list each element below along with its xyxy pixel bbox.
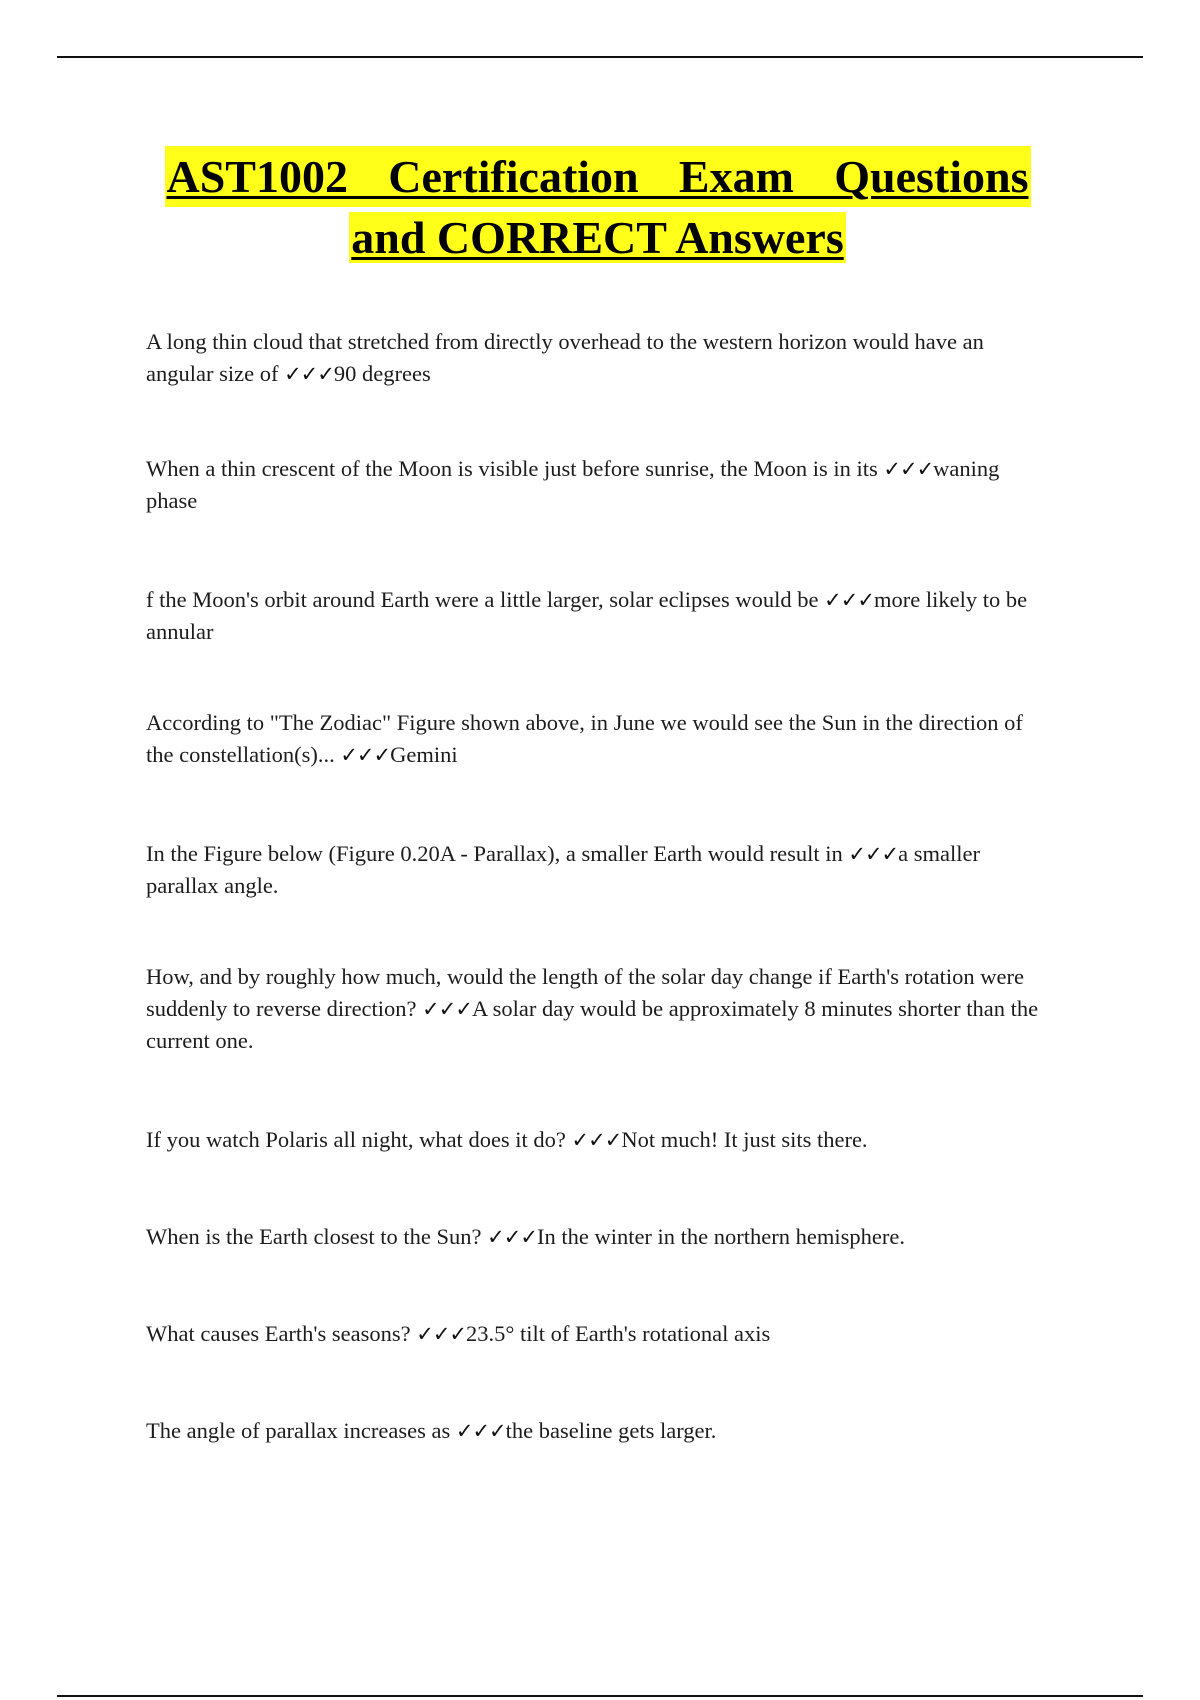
answer-text: Gemini (390, 742, 458, 767)
question-text: f the Moon's orbit around Earth were a little larger, solar eclipses would be (146, 587, 825, 612)
qa-item (146, 584, 1052, 648)
answer-text: waning phase (146, 456, 1000, 513)
qa-item (146, 1318, 1052, 1350)
checkmark-icon: ✓✓✓ (340, 743, 391, 767)
checkmark-icon: ✓✓✓ (416, 1322, 467, 1346)
document-title (140, 146, 1055, 268)
title-line-2: and CORRECT Answers (351, 212, 844, 263)
answer-text: 90 degrees (333, 361, 431, 386)
question-text: If you watch Polaris all night, what does it do? (146, 1127, 572, 1152)
answer-text: a smaller parallax angle. (146, 841, 980, 898)
checkmark-icon: ✓✓✓ (487, 1225, 537, 1249)
question-text: When a thin crescent of the Moon is visible just before sunrise, the Moon is in its (146, 456, 884, 481)
answer-text: 23.5° tilt of Earth's rotational axis (466, 1321, 771, 1346)
qa-item (146, 707, 1052, 771)
top-rule (57, 56, 1143, 58)
title-line-1: AST1002 Certification Exam Questions (165, 146, 1031, 207)
bottom-rule (57, 1695, 1143, 1697)
qa-item (146, 1415, 1052, 1447)
question-text: The angle of parallax increases as (146, 1418, 456, 1443)
question-text: How, and by roughly how much, would the length of the solar day change if Earth's rotation were suddenly to reverse direction? (146, 964, 1024, 1021)
qa-item (146, 453, 1052, 517)
question-text: According to "The Zodiac" Figure shown above, in June we would see the Sun in the direction of the constellation(s)... (146, 710, 1023, 767)
answer-text: A solar day would be approximately 8 minutes shorter than the current one. (146, 996, 1039, 1053)
checkmark-icon: ✓✓✓ (422, 997, 472, 1021)
answer-text: Not much! It just sits there. (621, 1127, 868, 1152)
checkmark-icon: ✓✓✓ (883, 457, 934, 481)
question-text: When is the Earth closest to the Sun? (146, 1224, 488, 1249)
question-text: A long thin cloud that stretched from directly overhead to the western horizon would have an angular size of (146, 329, 984, 386)
question-text: In the Figure below (Figure 0.20A - Parallax), a smaller Earth would result in (146, 841, 849, 866)
checkmark-icon: ✓✓✓ (848, 842, 899, 866)
checkmark-icon: ✓✓✓ (824, 588, 874, 612)
checkmark-icon: ✓✓✓ (455, 1419, 506, 1443)
answer-text: In the winter in the northern hemisphere. (536, 1224, 905, 1249)
question-text: What causes Earth's seasons? (146, 1321, 417, 1346)
answer-text: the baseline gets larger. (505, 1418, 717, 1443)
checkmark-icon: ✓✓✓ (284, 362, 334, 386)
qa-item (146, 1124, 1052, 1156)
qa-item (146, 1221, 1052, 1253)
checkmark-icon: ✓✓✓ (571, 1128, 622, 1152)
qa-item (146, 961, 1052, 1057)
qa-item (146, 838, 1052, 902)
answer-text: more likely to be annular (146, 587, 1028, 644)
qa-item (146, 326, 1052, 390)
